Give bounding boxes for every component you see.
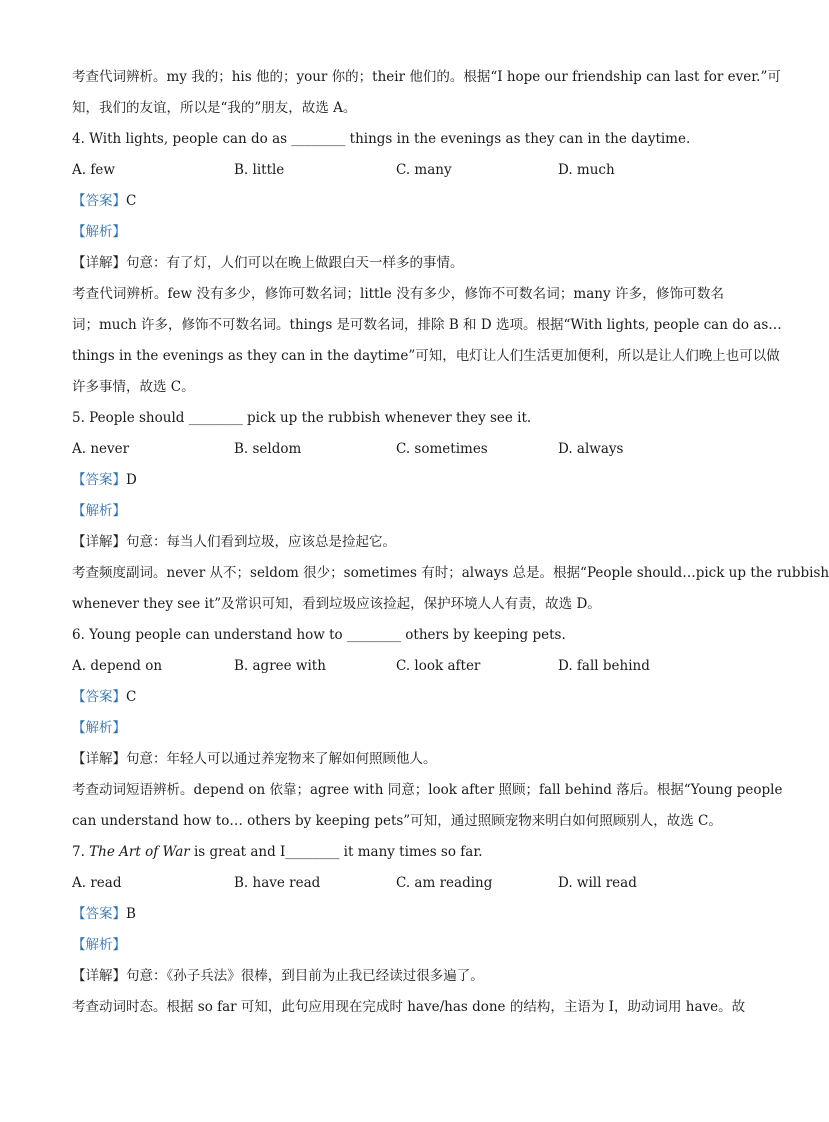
q7-answer-label: 【答案】 (72, 906, 126, 922)
q6-explain-1: 考查动词短语辨析。depend on 依靠；agree with 同意；look after 照顾；fall behind 落后。根据“Young people (72, 782, 783, 798)
q6-option-a: A. depend on (72, 658, 163, 674)
q7-stem-num: 7. (72, 844, 90, 860)
q4-option-b: B. little (234, 162, 285, 178)
q4-answer-value: C (126, 193, 137, 209)
q4-explain-2: 词；much 许多，修饰不可数名词。things 是可数名词，排除 B 和 D 选项。根据“With lights, people can do as… (72, 317, 782, 333)
q5-options (72, 434, 724, 465)
q6-answer-value: C (126, 689, 137, 705)
q5-answer-value: D (126, 472, 137, 488)
q6-detail: 【详解】句意：年轻人可以通过养宠物来了解如何照顾他人。 (72, 751, 437, 767)
q7-stem-rest: is great and I________ it many times so far. (189, 844, 483, 860)
q6-option-b: B. agree with (234, 658, 326, 674)
q7-stem (72, 837, 724, 868)
q7-option-d: D. will read (558, 875, 637, 891)
q4-explain-1: 考查代词辨析。few 没有多少，修饰可数名词；little 没有多少，修饰不可数名词；many 许多，修饰可数名 (72, 286, 724, 302)
q7-option-c: C. am reading (396, 875, 493, 891)
q6-answer-label: 【答案】 (72, 689, 126, 705)
q5-explain-2: whenever they see it”及常识可知，看到垃圾应该捡起，保护环境人人有责，故选 D。 (72, 596, 601, 612)
q5-stem: 5. People should ________ pick up the rubbish whenever they see it. (72, 410, 532, 426)
q6-answer (72, 682, 724, 713)
q6-stem: 6. Young people can understand how to ________ others by keeping pets. (72, 627, 566, 643)
q5-detail: 【详解】句意：每当人们看到垃圾，应该总是捡起它。 (72, 534, 396, 550)
q6-explain-2: can understand how to… others by keeping pets”可知，通过照顾宠物来明白如何照顾别人，故选 C。 (72, 813, 722, 829)
q4-detail: 【详解】句意：有了灯，人们可以在晚上做跟白天一样多的事情。 (72, 255, 464, 271)
q4-answer (72, 186, 724, 217)
q7-answer (72, 899, 724, 930)
q5-answer-label: 【答案】 (72, 472, 126, 488)
prev-explain-line-1: 考查代词辨析。my 我的；his 他的；your 你的；their 他们的。根据“I hope our friendship can last for ever.”可 (72, 69, 781, 85)
q5-analysis-label: 【解析】 (72, 503, 126, 519)
q5-explain-1: 考查频度副词。never 从不；seldom 很少；sometimes 有时；always 总是。根据“People should…pick up the rubbish (72, 565, 829, 581)
q4-option-c: C. many (396, 162, 452, 178)
q5-option-b: B. seldom (234, 441, 302, 457)
q7-option-b: B. have read (234, 875, 321, 891)
q7-analysis-label: 【解析】 (72, 937, 126, 953)
q4-explain-4: 许多事情，故选 C。 (72, 379, 195, 395)
prev-explain-line-2: 知，我们的友谊，所以是“我的”朋友，故选 A。 (72, 100, 357, 116)
q5-option-a: A. never (72, 441, 130, 457)
q7-options (72, 868, 724, 899)
q4-option-d: D. much (558, 162, 615, 178)
document-page (72, 62, 829, 1023)
q4-stem: 4. With lights, people can do as ________ things in the evenings as they can in the daytime. (72, 131, 691, 147)
q7-explain-1: 考查动词时态。根据 so far 可知，此句应用现在完成时 have/has done 的结构，主语为 I，助动词用 have。故 (72, 999, 746, 1015)
q5-option-c: C. sometimes (396, 441, 488, 457)
q6-option-d: D. fall behind (558, 658, 650, 674)
q4-analysis-label: 【解析】 (72, 224, 126, 240)
q7-stem-title: The Art of War (89, 844, 190, 860)
q7-option-a: A. read (72, 875, 122, 891)
q7-detail: 【详解】句意：《孙子兵法》很棒，到目前为止我已经读过很多遍了。 (72, 968, 484, 984)
q7-answer-value: B (126, 906, 136, 922)
q5-option-d: D. always (558, 441, 624, 457)
q4-option-a: A. few (72, 162, 115, 178)
q5-answer (72, 465, 724, 496)
q6-option-c: C. look after (396, 658, 481, 674)
q4-explain-3: things in the evenings as they can in the daytime”可知，电灯让人们生活更加便利，所以是让人们晚上也可以做 (72, 348, 780, 364)
q6-analysis-label: 【解析】 (72, 720, 126, 736)
q4-answer-label: 【答案】 (72, 193, 126, 209)
q4-options (72, 155, 724, 186)
q6-options (72, 651, 724, 682)
